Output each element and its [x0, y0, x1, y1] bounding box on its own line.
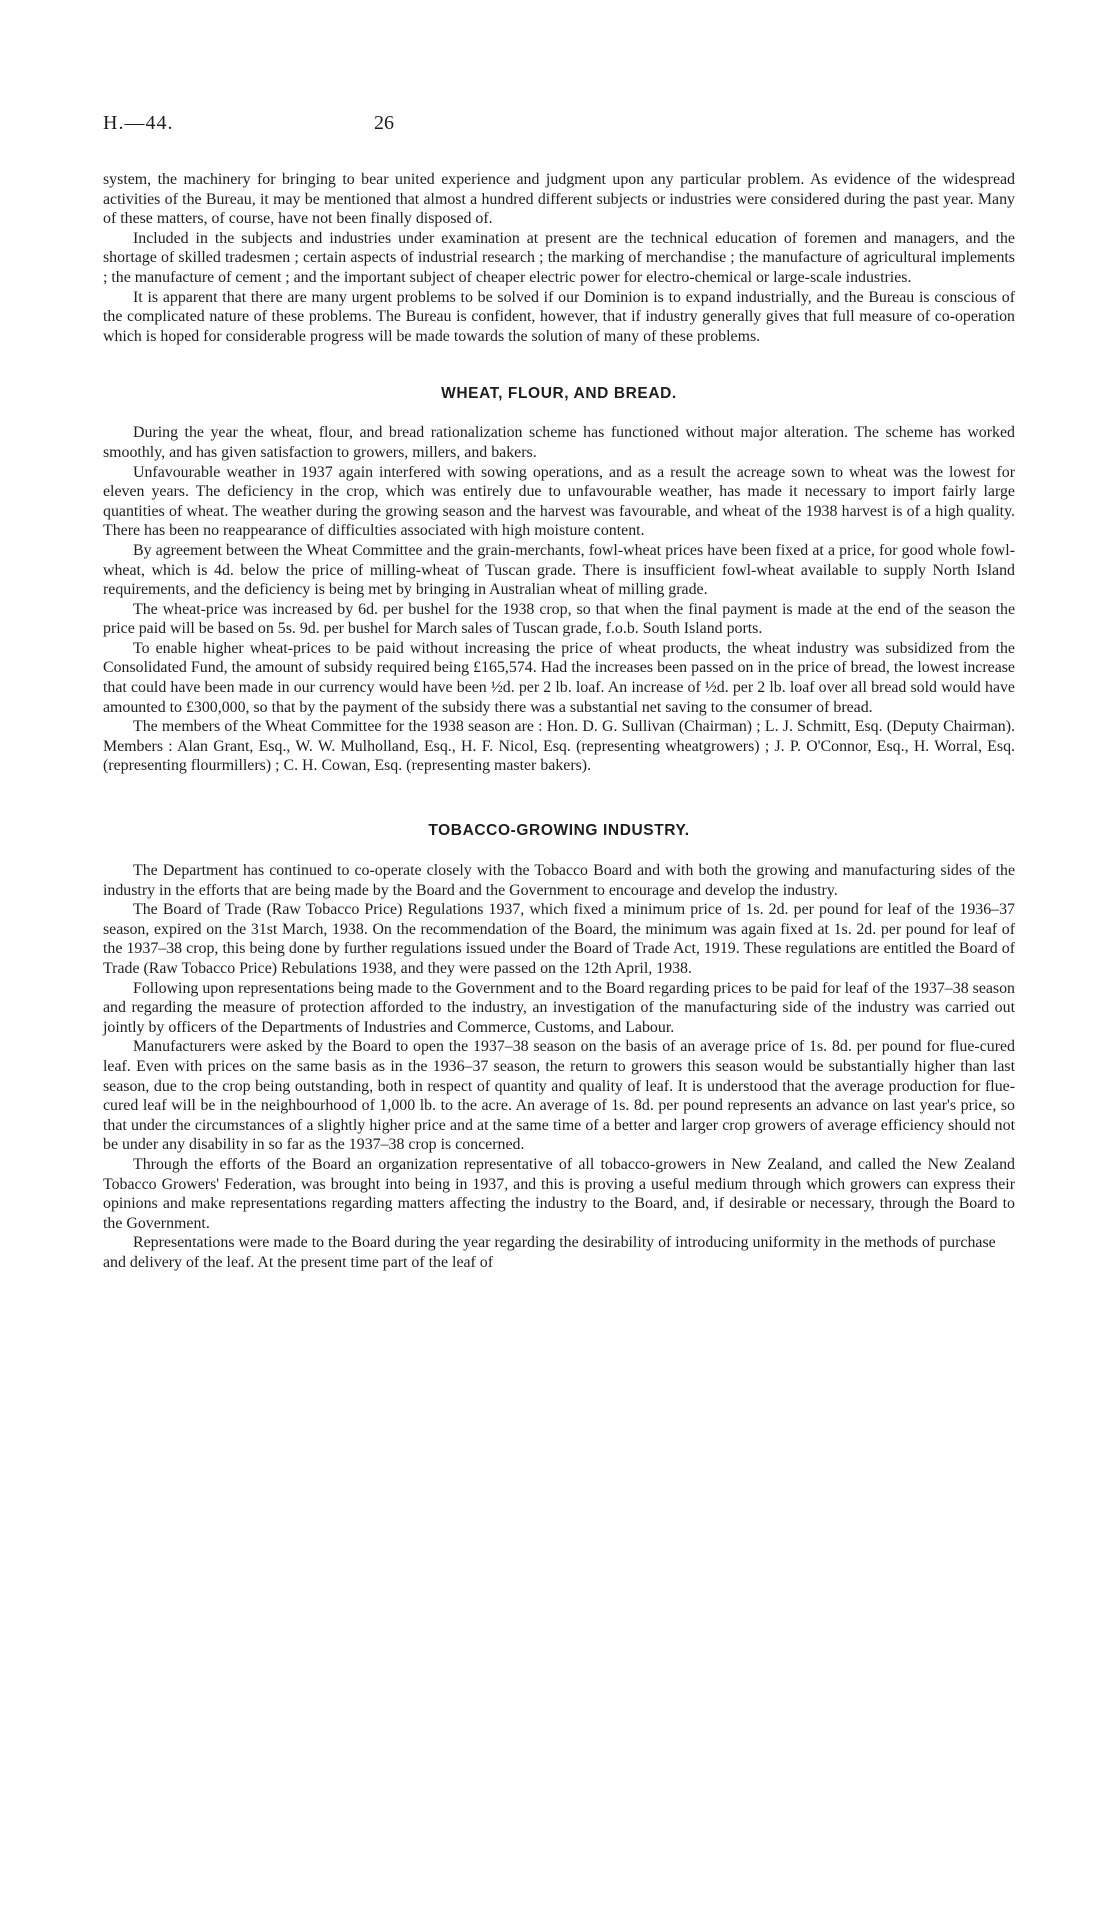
paragraph: It is apparent that there are many urgent problems to be solved if our Dominion is to expand industrially, and the Bureau is conscious of the complicated nature of these problems. The Bureau is confident, however, that if industry generally gives that full measure of co-operation which is hoped for considerable progress will be made towards the solution of many of these problems.: [103, 288, 1015, 345]
paragraph: Following upon representations being made to the Government and to the Board regarding prices to be paid for leaf of the 1937–38 season and regarding the measure of protection afforded to the industry, an investigation of the manufacturing side of the industry was carried out jointly by officers of the Departments of Industries and Commerce, Customs, and Labour.: [103, 979, 1015, 1036]
page-header: [103, 112, 1015, 142]
paragraph: Representations were made to the Board during the year regarding the desirability of introducing uniformity in the methods of purchase and delivery of the leaf. At the present time part of the leaf of: [103, 1234, 996, 1271]
paragraph: Unfavourable weather in 1937 again interfered with sowing operations, and as a result the acreage sown to wheat was the lowest for eleven years. The deficiency in the crop, which was entirely due to unfavourable weather, has made it necessary to import fairly large quantities of wheat. The weather during the growing season and the harvest was favourable, and wheat of the 1938 harvest is of a high quality. There has been no reappearance of difficulties associated with high moisture content.: [103, 463, 1015, 540]
paragraph: The members of the Wheat Committee for the 1938 season are : Hon. D. G. Sullivan (Chairman) ; L. J. Schmitt, Esq. (Deputy Chairman). Members : Alan Grant, Esq., W. W. Mulholland, Esq., H. F. Nicol, Esq. (representing wheatgrowers) ; J. P. O'Connor, Esq., H. Worral, Esq. (representing flourmillers) ; C. H. Cowan, Esq. (representing master bakers).: [103, 718, 1015, 775]
paragraph: The wheat-price was increased by 6d. per bushel for the 1938 crop, so that when the final payment is made at the end of the season the price paid will be based on 5s. 9d. per bushel for March sales of Tuscan grade, f.o.b. South Island ports.: [103, 600, 1015, 638]
paragraph: Manufacturers were asked by the Board to open the 1937–38 season on the basis of an average price of 1s. 8d. per pound for flue-cured leaf. Even with prices on the same basis as in the 1936–37 season, the return to growers this season would be substantially higher than last season, due to the crop being outstanding, both in respect of quantity and quality of leaf. It is understood that the average production for flue-cured leaf will be in the neighbourhood of 1,000 lb. to the acre. An average of 1s. 8d. per pound represents an advance on last year's price, so that under the circumstances of a slightly higher price and at the same time of a better and larger crop growers of average efficiency should not be under any disability in so far as the 1937–38 crop is concerned.: [103, 1038, 1015, 1154]
paragraph: The Board of Trade (Raw Tobacco Price) Regulations 1937, which fixed a minimum price of 1s. 2d. per pound for leaf of the 1936–37 season, expired on the 31st March, 1938. On the recommendation of the Board, the minimum was again fixed at 1s. 2d. per pound for leaf of the 1937–38 crop, this being done by further regulations issued under the Board of Trade Act, 1919. These regulations are entitled the Board of Trade (Raw Tobacco Price) Rebulations 1938, and they were passed on the 12th April, 1938.: [103, 901, 1015, 977]
paragraph: During the year the wheat, flour, and bread rationalization scheme has functioned without major alteration. The scheme has worked smoothly, and has given satisfaction to growers, millers, and bakers.: [103, 424, 1015, 461]
document-reference: H.—44.: [103, 112, 174, 134]
paragraph: Included in the subjects and industries under examination at present are the technical education of foremen and managers, and the shortage of skilled tradesmen ; certain aspects of industrial research ; the marking of merchandise ; the manufacture of agricultural implements ; the manufacture of cement ; and the important subject of cheaper electric power for electro-chemical or large-scale industries.: [103, 229, 1015, 286]
paragraph: The Department has continued to co-operate closely with the Tobacco Board and with both the growing and manufacturing sides of the industry in the efforts that are being made by the Board and the Government to encourage and develop the industry.: [103, 862, 1015, 899]
body-text: [103, 170, 1015, 1273]
paragraph: system, the machinery for bringing to bear united experience and judgment upon any particular problem. As evidence of the widespread activities of the Bureau, it may be mentioned that almost a hundred different subjects or industries were considered during the past year. Many of these matters, of course, have not been finally disposed of.: [103, 171, 1015, 228]
section-heading-wheat: WHEAT, FLOUR, AND BREAD.: [441, 385, 677, 403]
paragraph: To enable higher wheat-prices to be paid without increasing the price of wheat products, the wheat industry was subsidized from the Consolidated Fund, the amount of subsidy required being £165,574. Had the increases been passed on in the price of bread, the lowest increase that could have been made in our currency would have been ½d. per 2 lb. loaf. An increase of ½d. per 2 lb. loaf over all bread sold would have amounted to £300,000, so that by the payment of the subsidy there was a substantial net saving to the consumer of bread.: [103, 639, 1015, 716]
paragraph: By agreement between the Wheat Committee and the grain-merchants, fowl-wheat prices have been fixed at a price, for good whole fowl-wheat, which is 4d. below the price of milling-wheat of Tuscan grade. There is insufficient fowl-wheat available to supply North Island requirements, and the deficiency is being met by bringing in Australian wheat of milling grade.: [103, 541, 1015, 599]
page-number: 26: [374, 112, 394, 134]
paragraph: Through the efforts of the Board an organization representative of all tobacco-growers in New Zealand, and called the New Zealand Tobacco Growers' Federation, was brought into being in 1937, and this is proving a useful medium through which growers can express their opinions and make representations regarding matters affecting the industry to the Board, and, if desirable or necessary, through the Board to the Government.: [103, 1155, 1015, 1232]
section-heading-tobacco: TOBACCO-GROWING INDUSTRY.: [428, 822, 690, 840]
